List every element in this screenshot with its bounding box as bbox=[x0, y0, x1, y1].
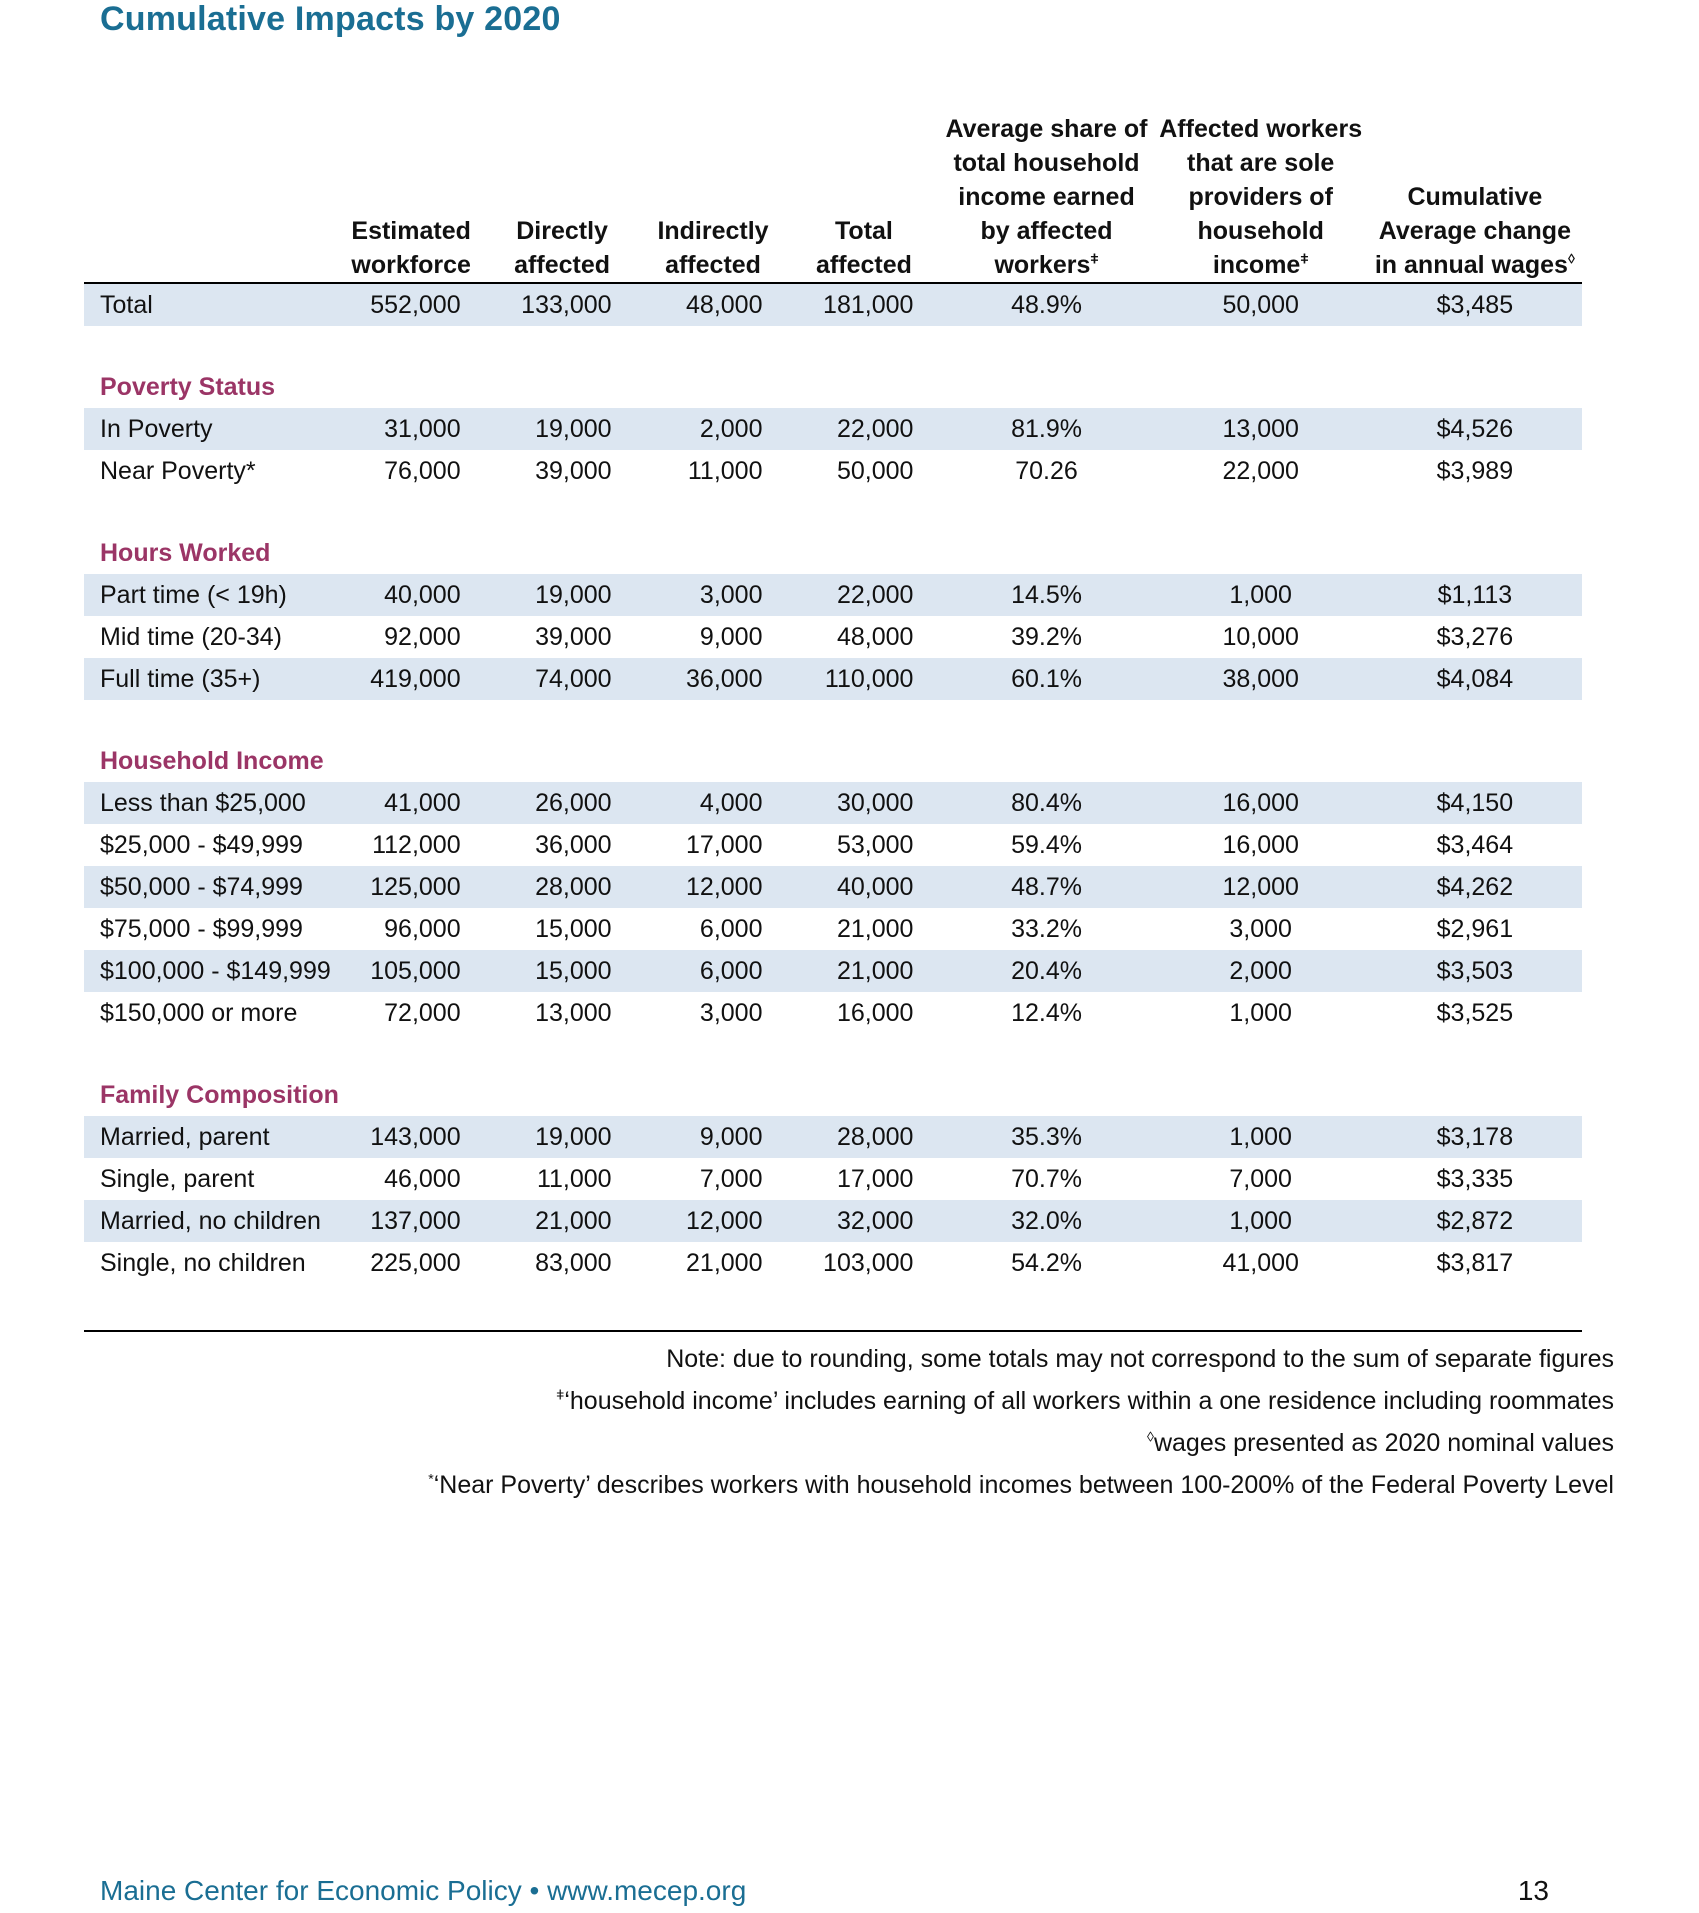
table-cell: 74,000 bbox=[487, 658, 638, 700]
table-cell: 60.1% bbox=[939, 658, 1153, 700]
table-cell: 22,000 bbox=[1222, 457, 1299, 485]
table-row bbox=[84, 1200, 1582, 1242]
table-cell: 14.5% bbox=[939, 574, 1153, 616]
row-label: Near Poverty* bbox=[100, 457, 256, 485]
table-cell: 41,000 bbox=[336, 782, 487, 824]
table-row bbox=[84, 408, 1582, 450]
table-row bbox=[84, 908, 1582, 950]
footnote bbox=[428, 1464, 1614, 1506]
table-cell: 48.9% bbox=[939, 283, 1153, 326]
table-cell: 81.9% bbox=[939, 408, 1153, 450]
table-cell: 9,000 bbox=[699, 623, 763, 651]
table-cell: 105,000 bbox=[336, 950, 487, 992]
table-row bbox=[84, 1242, 1582, 1284]
table-cell: 17,000 bbox=[836, 1165, 914, 1193]
row-label: Less than $25,000 bbox=[84, 782, 336, 824]
section-heading-row bbox=[84, 366, 1582, 408]
table-cell: 48,000 bbox=[638, 283, 789, 326]
section-heading: Hours Worked bbox=[100, 539, 271, 567]
footnote-symbol: * bbox=[428, 1470, 434, 1487]
table-cell: 40,000 bbox=[336, 574, 487, 616]
table-cell: 20.4% bbox=[939, 950, 1153, 992]
table-cell: $2,872 bbox=[1368, 1200, 1582, 1242]
column-header bbox=[939, 78, 1153, 283]
table-cell: 96,000 bbox=[384, 915, 461, 943]
table-cell: 1,000 bbox=[1154, 574, 1368, 616]
table-cell: 16,000 bbox=[1154, 782, 1368, 824]
footnote-text: Note: due to rounding, some totals may not correspond to the sum of separate figures bbox=[666, 1345, 1614, 1373]
table-cell: $4,262 bbox=[1368, 866, 1582, 908]
table-cell: 92,000 bbox=[384, 623, 461, 651]
table-cell: $4,084 bbox=[1368, 658, 1582, 700]
table-cell: $2,961 bbox=[1436, 915, 1514, 943]
table-cell: 48.7% bbox=[939, 866, 1153, 908]
table-cell: 59.4% bbox=[1011, 831, 1082, 859]
table-cell: 22,000 bbox=[788, 408, 939, 450]
table-cell: 35.3% bbox=[939, 1116, 1153, 1158]
row-label: Married, no children bbox=[84, 1200, 336, 1242]
impacts-table bbox=[84, 78, 1582, 1284]
column-header-label: Average share of total household income earned by affected workers bbox=[945, 115, 1148, 279]
row-label: Single, parent bbox=[100, 1165, 255, 1193]
table-cell: 53,000 bbox=[836, 831, 914, 859]
table-cell: $3,485 bbox=[1368, 283, 1582, 326]
table-cell: 6,000 bbox=[699, 915, 763, 943]
table-cell: 70.26 bbox=[1015, 457, 1078, 485]
row-label: $25,000 - $49,999 bbox=[100, 831, 303, 859]
column-header bbox=[788, 78, 939, 283]
page-number: 13 bbox=[1517, 1875, 1549, 1906]
table-cell: 17,000 bbox=[686, 831, 763, 859]
notes-block bbox=[428, 1338, 1614, 1506]
footnote bbox=[428, 1338, 1614, 1380]
footnote bbox=[428, 1422, 1614, 1464]
table-cell: 21,000 bbox=[686, 1249, 763, 1277]
table-cell: 26,000 bbox=[487, 782, 638, 824]
table-cell: 181,000 bbox=[788, 283, 939, 326]
table-cell: 19,000 bbox=[487, 1116, 638, 1158]
table-row bbox=[84, 950, 1582, 992]
table-cell: 40,000 bbox=[788, 866, 939, 908]
table-cell: 11,000 bbox=[687, 457, 763, 485]
table-cell: 32.0% bbox=[939, 1200, 1153, 1242]
row-label: $100,000 - $149,999 bbox=[84, 950, 336, 992]
row-label: Single, no children bbox=[100, 1249, 306, 1277]
table-cell: 3,000 bbox=[1229, 915, 1292, 943]
section-heading: Family Composition bbox=[100, 1081, 339, 1109]
table-cell: $3,525 bbox=[1436, 999, 1514, 1027]
row-label: Total bbox=[84, 283, 336, 326]
footer-organization: Maine Center for Economic Policy • www.mecep.org bbox=[100, 1875, 747, 1906]
table-row bbox=[84, 866, 1582, 908]
table-cell: 13,000 bbox=[535, 999, 612, 1027]
table-cell: 15,000 bbox=[535, 915, 612, 943]
table-cell: 12,000 bbox=[638, 866, 789, 908]
column-header bbox=[1154, 78, 1368, 283]
table-cell: 11,000 bbox=[536, 1165, 612, 1193]
table-cell: 32,000 bbox=[788, 1200, 939, 1242]
table-cell: 4,000 bbox=[638, 782, 789, 824]
spacer-row bbox=[84, 492, 1582, 532]
column-header-label: Indirectly affected bbox=[657, 217, 769, 279]
table-cell: 6,000 bbox=[638, 950, 789, 992]
row-label: Married, parent bbox=[84, 1116, 336, 1158]
table-cell: 1,000 bbox=[1154, 1200, 1368, 1242]
table-cell: 19,000 bbox=[487, 574, 638, 616]
table-body bbox=[84, 283, 1582, 1284]
footnote-text: ‘Near Poverty’ describes workers with household incomes between 100-200% of the Federal Poverty Level bbox=[433, 1471, 1614, 1499]
section-heading-row bbox=[84, 532, 1582, 574]
table-cell: 36,000 bbox=[638, 658, 789, 700]
table-cell: 143,000 bbox=[336, 1116, 487, 1158]
table-cell: 112,000 bbox=[372, 831, 461, 859]
table-cell: 83,000 bbox=[535, 1249, 612, 1277]
footnote-marker: ǂ bbox=[1090, 250, 1099, 267]
table-cell: 50,000 bbox=[1154, 283, 1368, 326]
footnote bbox=[428, 1380, 1614, 1422]
table-cell: 225,000 bbox=[370, 1249, 461, 1277]
spacer-row bbox=[84, 700, 1582, 740]
table-cell: 33.2% bbox=[1011, 915, 1082, 943]
row-label: $150,000 or more bbox=[100, 999, 298, 1027]
table-cell: $3,817 bbox=[1436, 1249, 1514, 1277]
table-cell: 7,000 bbox=[1229, 1165, 1292, 1193]
section-heading: Poverty Status bbox=[100, 373, 276, 401]
table-cell: 28,000 bbox=[487, 866, 638, 908]
table-cell: $3,178 bbox=[1368, 1116, 1582, 1158]
spacer-row bbox=[84, 1034, 1582, 1074]
row-label: Part time (< 19h) bbox=[84, 574, 336, 616]
table-cell: 13,000 bbox=[1154, 408, 1368, 450]
table-cell: 1,000 bbox=[1154, 1116, 1368, 1158]
notes-divider bbox=[84, 1330, 1582, 1332]
table-cell: $3,276 bbox=[1436, 623, 1514, 651]
footnote-marker: ǂ bbox=[1300, 250, 1309, 267]
table-cell: 16,000 bbox=[836, 999, 914, 1027]
table-cell: 41,000 bbox=[1222, 1249, 1299, 1277]
footnote-symbol: ǂ bbox=[556, 1386, 565, 1403]
table-row bbox=[84, 824, 1582, 866]
table-cell: 12.4% bbox=[1011, 999, 1082, 1027]
table-row bbox=[84, 616, 1582, 658]
table-cell: 12,000 bbox=[638, 1200, 789, 1242]
header-blank bbox=[84, 78, 336, 283]
table-cell: 54.2% bbox=[1011, 1249, 1082, 1277]
table-cell: 36,000 bbox=[535, 831, 612, 859]
spacer-row bbox=[84, 326, 1582, 366]
table-cell: 80.4% bbox=[939, 782, 1153, 824]
table-cell: 30,000 bbox=[788, 782, 939, 824]
table-cell: $1,113 bbox=[1368, 574, 1582, 616]
table-cell: $4,526 bbox=[1368, 408, 1582, 450]
table-row bbox=[84, 782, 1582, 824]
column-header-label: Estimated workforce bbox=[351, 217, 471, 279]
column-header bbox=[1368, 78, 1582, 283]
table-cell: 3,000 bbox=[638, 574, 789, 616]
footnote-marker: ◊ bbox=[1567, 250, 1575, 267]
table-cell: $3,464 bbox=[1436, 831, 1514, 859]
table-cell: 125,000 bbox=[336, 866, 487, 908]
row-label: In Poverty bbox=[84, 408, 336, 450]
table-row bbox=[84, 1116, 1582, 1158]
table-row bbox=[84, 283, 1582, 326]
table-cell: 15,000 bbox=[487, 950, 638, 992]
table-cell: 21,000 bbox=[487, 1200, 638, 1242]
table-cell: 21,000 bbox=[836, 915, 914, 943]
column-header bbox=[487, 78, 638, 283]
table-cell: 12,000 bbox=[1154, 866, 1368, 908]
column-header-label: Total affected bbox=[816, 217, 912, 279]
table-cell: $3,335 bbox=[1436, 1165, 1514, 1193]
column-header-label: Affected workers that are sole providers of household income bbox=[1159, 115, 1363, 279]
table-cell: 39.2% bbox=[1011, 623, 1082, 651]
table-cell: $3,503 bbox=[1368, 950, 1582, 992]
row-label: Full time (35+) bbox=[84, 658, 336, 700]
table-cell: 2,000 bbox=[1154, 950, 1368, 992]
table-cell: 103,000 bbox=[823, 1249, 914, 1277]
page-title: Cumulative Impacts by 2020 bbox=[100, 0, 561, 38]
table-row bbox=[84, 1158, 1582, 1200]
table-cell: 38,000 bbox=[1154, 658, 1368, 700]
table-cell: 50,000 bbox=[836, 457, 914, 485]
table-cell: 110,000 bbox=[788, 658, 939, 700]
table-cell: 76,000 bbox=[384, 457, 461, 485]
footnote-symbol: ◊ bbox=[1147, 1428, 1154, 1445]
section-heading-row bbox=[84, 740, 1582, 782]
table-cell: 19,000 bbox=[487, 408, 638, 450]
table-cell: 28,000 bbox=[788, 1116, 939, 1158]
table-cell: 21,000 bbox=[788, 950, 939, 992]
table-cell: 2,000 bbox=[638, 408, 789, 450]
table-cell: 9,000 bbox=[638, 1116, 789, 1158]
table-cell: 137,000 bbox=[336, 1200, 487, 1242]
row-label: $50,000 - $74,999 bbox=[84, 866, 336, 908]
table-cell: 46,000 bbox=[384, 1165, 461, 1193]
table-cell: 7,000 bbox=[699, 1165, 763, 1193]
table-cell: 31,000 bbox=[336, 408, 487, 450]
table-row bbox=[84, 450, 1582, 492]
column-header-label: Cumulative Average change in annual wages bbox=[1374, 183, 1571, 279]
section-heading: Household Income bbox=[100, 747, 324, 775]
column-header bbox=[336, 78, 487, 283]
table-cell: 48,000 bbox=[836, 623, 914, 651]
table-row bbox=[84, 992, 1582, 1034]
table-cell: 16,000 bbox=[1222, 831, 1299, 859]
table-cell: 552,000 bbox=[336, 283, 487, 326]
table-cell: 39,000 bbox=[535, 623, 612, 651]
table-cell: 72,000 bbox=[384, 999, 461, 1027]
footnote-text: ‘household income’ includes earning of all workers within a one residence including roommates bbox=[564, 1387, 1614, 1415]
column-header-label: Directly affected bbox=[514, 217, 611, 279]
section-heading-row bbox=[84, 1074, 1582, 1116]
table-cell: 3,000 bbox=[699, 999, 763, 1027]
table-row bbox=[84, 658, 1582, 700]
table-cell: 10,000 bbox=[1222, 623, 1299, 651]
table-cell: 70.7% bbox=[1011, 1165, 1082, 1193]
table-cell: 39,000 bbox=[535, 457, 612, 485]
row-label: Mid time (20-34) bbox=[100, 623, 282, 651]
header-row bbox=[84, 78, 1582, 283]
table-cell: $4,150 bbox=[1368, 782, 1582, 824]
table-row bbox=[84, 574, 1582, 616]
table-cell: 22,000 bbox=[788, 574, 939, 616]
table-cell: $3,989 bbox=[1436, 457, 1514, 485]
row-label: $75,000 - $99,999 bbox=[100, 915, 303, 943]
column-header bbox=[638, 78, 789, 283]
table-cell: 419,000 bbox=[336, 658, 487, 700]
table-cell: 133,000 bbox=[487, 283, 638, 326]
footnote-text: wages presented as 2020 nominal values bbox=[1153, 1429, 1614, 1457]
table-cell: 1,000 bbox=[1229, 999, 1292, 1027]
